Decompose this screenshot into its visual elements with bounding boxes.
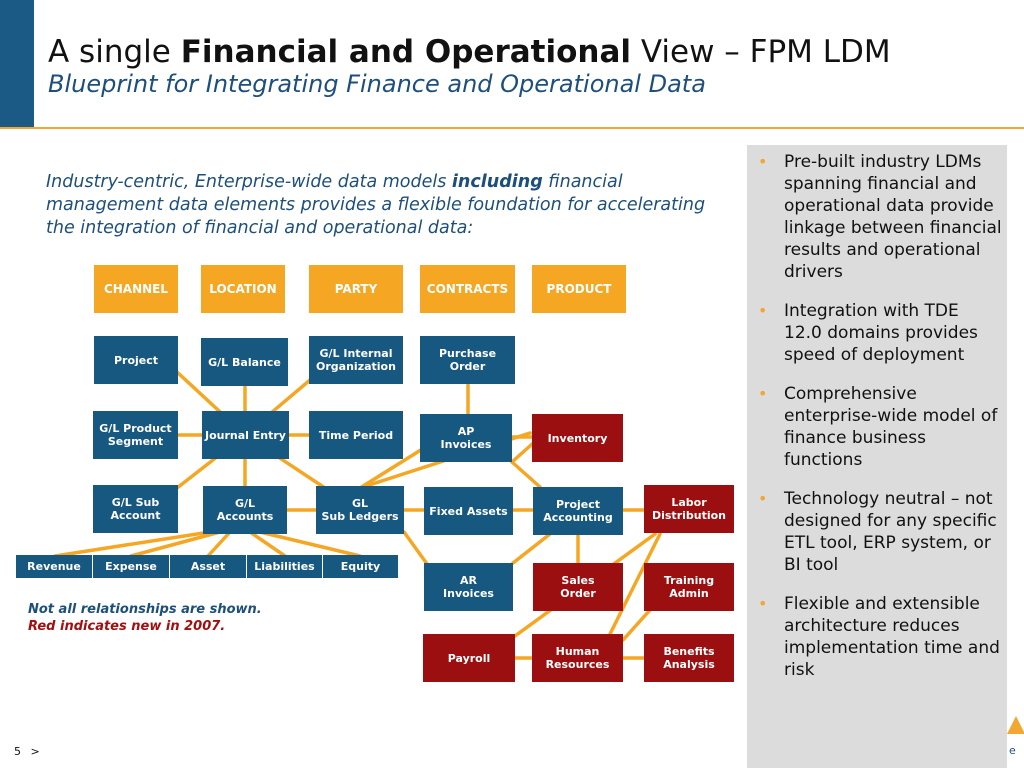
benefit-item [758,300,1002,366]
bullet-icon: • [758,594,768,613]
account-type-equity: Equity [323,555,398,578]
benefit-text: Flexible and extensible architecture reduces implementation time and risk [784,594,1000,680]
note-red-new-2007: Red indicates new in 2007. [28,619,226,634]
connector-accounts-revenue [55,532,210,556]
entity-benefits-analysis: Benefits Analysis [644,634,734,682]
page-number: 5 [14,745,21,758]
benefit-item [758,383,1002,471]
entity-ap-invoices: AP Invoices [420,414,512,462]
logo-letter-icon: e [1009,744,1016,757]
domain-channel: CHANNEL [94,265,178,313]
benefit-text: Integration with TDE 12.0 domains provides speed of deployment [784,301,978,365]
entity-inventory: Inventory [532,414,623,462]
domain-party: PARTY [309,265,403,313]
intro-emphasis: including [451,172,543,192]
benefit-item [758,593,1002,681]
note-not-all-relationships: Not all relationships are shown. [28,602,262,617]
diagram-notes [28,601,262,635]
entity-time-period: Time Period [309,411,403,459]
connector-ap-project-accounting [512,462,540,487]
benefits-list [758,151,1002,698]
intro-before: Industry-centric, Enterprise-wide data models [46,172,452,192]
benefit-text: Technology neutral – not designed for any specific ETL tool, ERP system, or BI tool [784,489,997,575]
entity-gl-sub-account: G/L Sub Account [93,485,178,533]
page-subtitle: Blueprint for Integrating Finance and Operational Data [48,70,706,98]
entity-fixed-assets: Fixed Assets [424,487,513,535]
entity-gl-sub-ledgers: GL Sub Ledgers [316,486,404,534]
domain-product: PRODUCT [532,265,626,313]
intro-after: financial management data elements provides a flexible foundation for accelerating the integration of financial and operational data: [46,172,706,238]
benefit-item [758,151,1002,283]
account-type-revenue: Revenue [16,555,92,578]
entity-gl-accounts: G/L Accounts [203,486,287,534]
bullet-icon: • [758,152,768,171]
bullet-icon: • [758,384,768,403]
connector-project-accounting-ar [513,534,550,563]
entity-training-admin: Training Admin [644,563,734,611]
company-logo-fragment [1003,716,1024,768]
account-type-asset: Asset [170,555,246,578]
entity-gl-product-segment: G/L Product Segment [93,411,178,459]
logo-triangle-icon [1007,716,1024,734]
domain-contracts: CONTRACTS [420,265,515,313]
account-type-liabilities: Liabilities [247,555,322,578]
entity-ar-invoices: AR Invoices [424,563,513,611]
entity-gl-internal-organization: G/L Internal Organization [309,336,403,384]
bullet-icon: • [758,489,768,508]
account-type-expense: Expense [93,555,169,578]
entity-project: Project [94,336,178,384]
benefit-item [758,488,1002,576]
entity-purchase-order: Purchase Order [420,336,515,384]
title-prefix: A single [48,34,181,70]
title-emphasis: Financial and Operational [180,34,632,70]
benefit-text: Pre-built industry LDMs spanning financial and operational data provide linkage between financial results and operational drivers [784,152,1002,282]
entity-project-accounting: Project Accounting [533,487,623,535]
slide-footer [14,745,40,758]
entity-gl-balance: G/L Balance [201,338,288,386]
bullet-icon: • [758,301,768,320]
domain-location: LOCATION [201,265,285,313]
entity-journal-entry: Journal Entry [202,411,289,459]
entity-payroll: Payroll [423,634,515,682]
connector-accounts-equity [260,532,360,556]
benefit-text: Comprehensive enterprise-wide model of finance business functions [784,384,998,470]
next-slide-link[interactable]: > [30,745,40,758]
entity-labor-distribution: Labor Distribution [644,485,734,533]
title-suffix: View – FPM LDM [631,34,891,70]
entity-human-resources: Human Resources [532,634,623,682]
entity-sales-order: Sales Order [533,563,623,611]
